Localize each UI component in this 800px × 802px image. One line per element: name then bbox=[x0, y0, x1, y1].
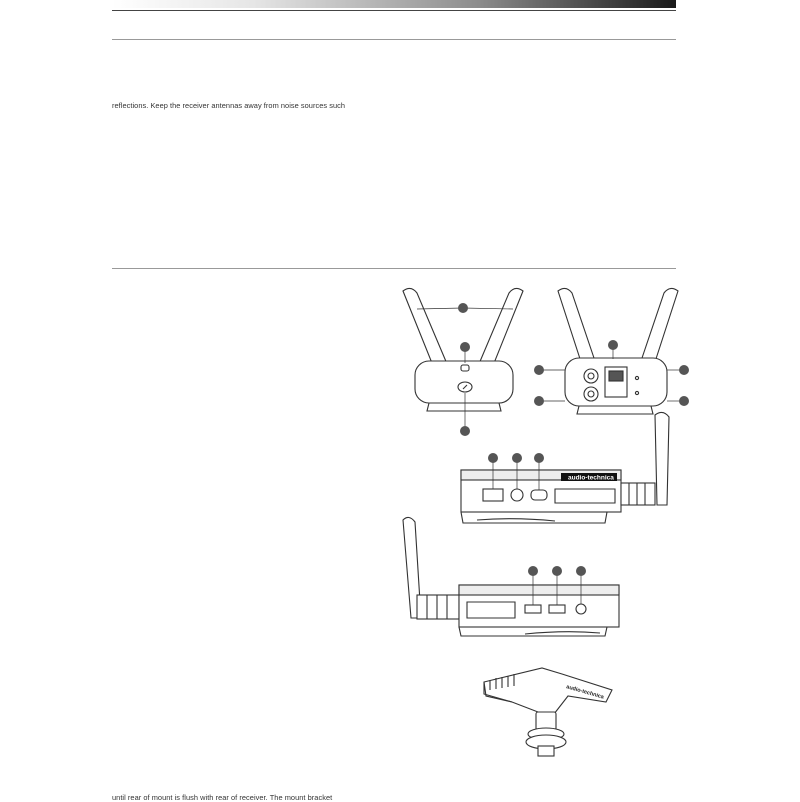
mount-brand-logo: audio-technica bbox=[565, 684, 605, 701]
section-rule-top bbox=[112, 39, 676, 40]
header-rule bbox=[112, 10, 676, 11]
paragraph-fragment-bottom: until rear of mount is flush with rear of receiver. The mount bracket bbox=[112, 793, 333, 802]
paragraph-fragment-top: reflections. Keep the receiver antennas away from noise sources such bbox=[112, 101, 346, 110]
brand-logo-text: audio-technica bbox=[568, 474, 614, 482]
section-rule-middle bbox=[112, 268, 676, 269]
mount-bracket-illustration bbox=[472, 662, 622, 762]
header-gradient-bar bbox=[112, 0, 676, 8]
receiver-side-view-left bbox=[395, 510, 635, 645]
